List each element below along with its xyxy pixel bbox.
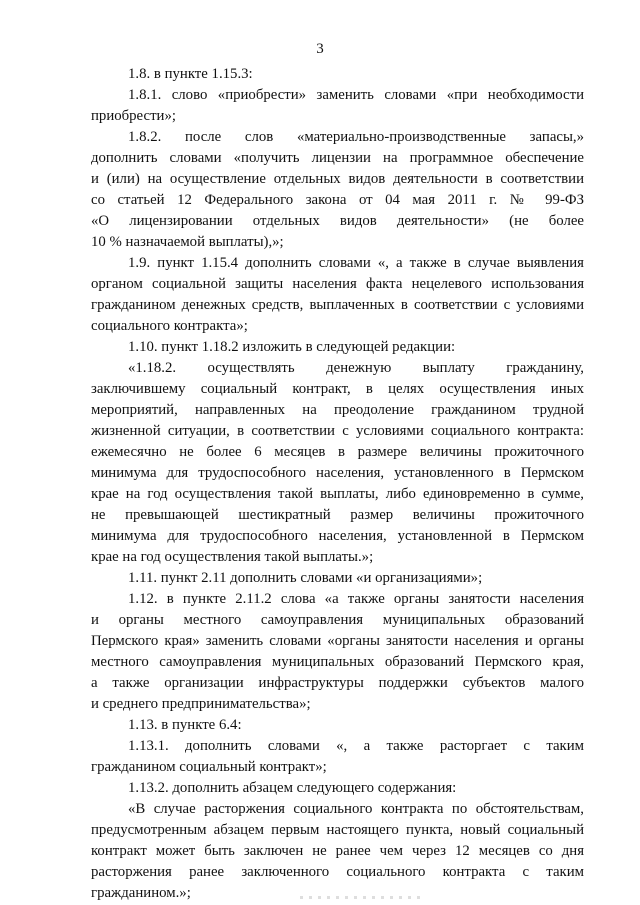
text-line: приобрести»; <box>91 108 176 124</box>
text-line: жизненной ситуации, в соответствии с условиями социального контракта: <box>91 423 584 439</box>
text-line: 1.8.1. слово «приобрести» заменить словами «при необходимости <box>128 87 584 103</box>
text-line: и органы местного самоуправления муниципальных образований <box>91 612 584 628</box>
text-line: 1.9. пункт 1.15.4 дополнить словами «, а также в случае выявления <box>128 255 584 271</box>
text-line: социального контракта»; <box>91 318 248 334</box>
text-line: органом социальной защиты населения факта нецелевого использования <box>91 276 584 292</box>
text-line: контракт может быть заключен не ранее чем через 12 месяцев со дня <box>91 843 584 859</box>
text-line: заключившему социальный контракт, в целях осуществления иных <box>91 381 584 397</box>
text-line: расторжения ранее заключенного социального контракта с таким <box>91 864 584 880</box>
text-line: и (или) на осуществление отдельных видов деятельности в соответствии <box>91 171 584 187</box>
text-line: предусмотренным абзацем первым настоящего пункта, новый социальный <box>91 822 584 838</box>
page-number: 3 <box>316 41 324 57</box>
text-line: ежемесячно не более 6 месяцев в размере величины прожиточного <box>91 444 584 460</box>
text-line: дополнить словами «получить лицензии на программное обеспечение <box>91 150 584 166</box>
scan-artifact <box>300 896 420 899</box>
text-line: «В случае расторжения социального контракта по обстоятельствам, <box>128 801 584 817</box>
text-line: «О лицензировании отдельных видов деятельности» (не более <box>91 213 584 229</box>
text-line: 1.8. в пункте 1.15.3: <box>128 66 253 82</box>
text-line: крае на год осуществления такой выплаты.»; <box>91 549 374 565</box>
text-line: местного самоуправления муниципальных образований Пермского края, <box>91 654 584 670</box>
text-line: 1.13.1. дополнить словами «, а также расторгает с таким <box>128 738 584 754</box>
text-line: гражданином денежных средств, выплаченных в соответствии с условиями <box>91 297 584 313</box>
text-line: крае на год осуществления такой выплаты, либо единовременно в сумме, <box>91 486 584 502</box>
text-line: 1.12. в пункте 2.11.2 слова «а также органы занятости населения <box>128 591 584 607</box>
text-line: мероприятий, направленных на преодоление гражданином трудной <box>91 402 584 418</box>
text-line: и среднего предпринимательства»; <box>91 696 311 712</box>
text-line: 1.10. пункт 1.18.2 изложить в следующей редакции: <box>128 339 456 355</box>
text-line: 1.11. пункт 2.11 дополнить словами «и организациями»; <box>128 570 483 586</box>
text-line: 10 % назначаемой выплаты),»; <box>91 234 284 250</box>
text-line: 1.8.2. после слов «материально-производственные запасы,» <box>128 129 584 145</box>
text-line: гражданином.»; <box>91 885 191 901</box>
text-line: минимума для трудоспособного населения, установленного в Пермском <box>91 465 584 481</box>
text-line: а также организации инфраструктуры поддержки субъектов малого <box>91 675 584 691</box>
text-line: со статьей 12 Федерального закона от 04 мая 2011 г. № 99-ФЗ <box>91 192 584 208</box>
text-line: не превышающей шестикратный размер величины прожиточного <box>91 507 584 523</box>
document-body <box>91 64 584 904</box>
text-line: 1.13. в пункте 6.4: <box>128 717 242 733</box>
text-line: 1.13.2. дополнить абзацем следующего содержания: <box>128 780 457 796</box>
text-line: минимума для трудоспособного населения, установленной в Пермском <box>91 528 584 544</box>
text-line: гражданином социальный контракт»; <box>91 759 327 775</box>
text-line: «1.18.2. осуществлять денежную выплату гражданину, <box>128 360 584 376</box>
text-line: Пермского края» заменить словами «органы занятости населения и органы <box>91 633 584 649</box>
